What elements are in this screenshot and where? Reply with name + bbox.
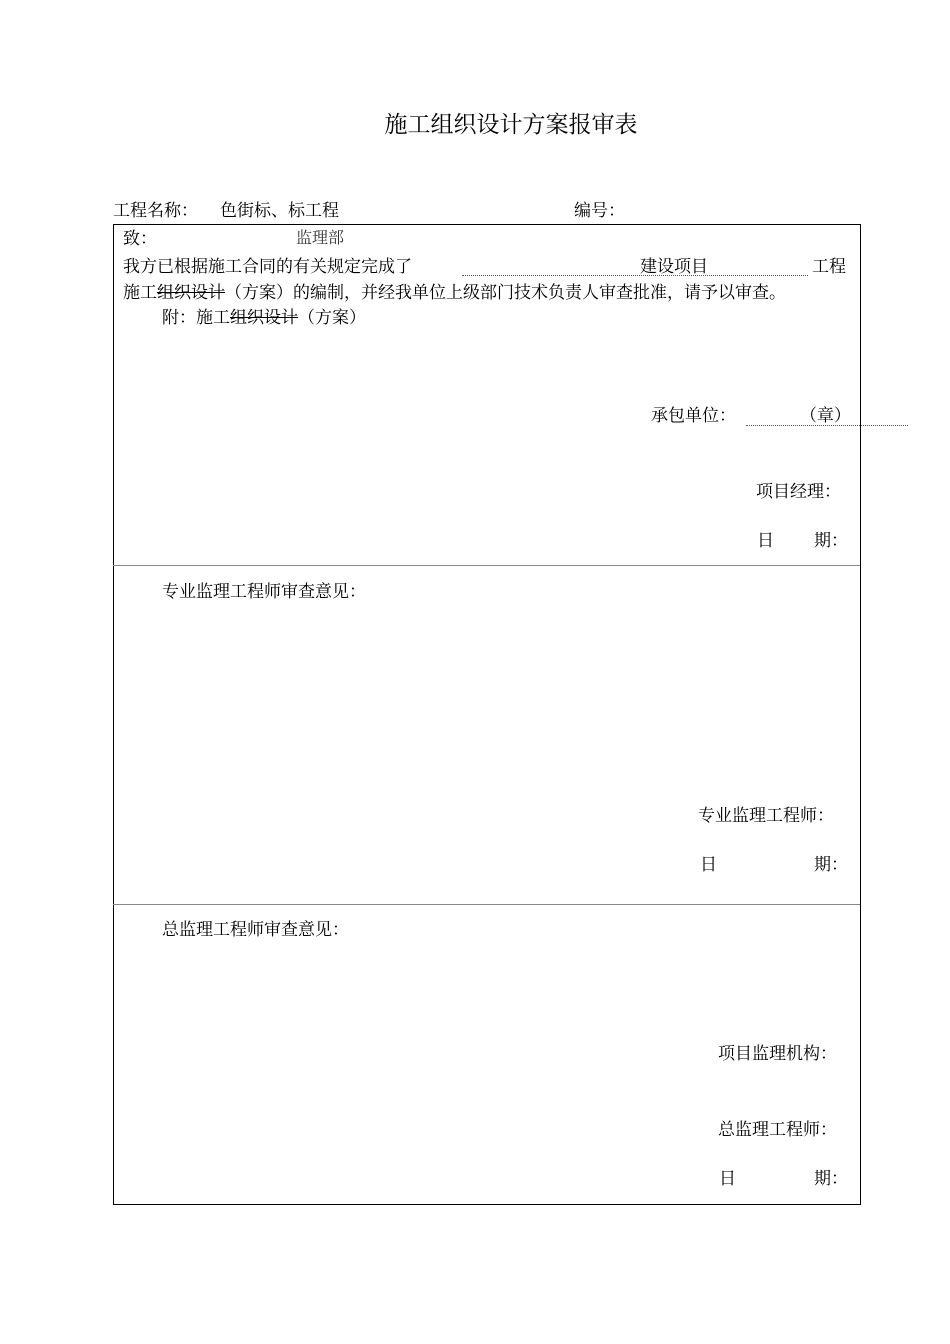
date-label-suffix-2: 期： (814, 855, 848, 875)
page-title: 施工组织设计方案报审表 (384, 112, 638, 138)
date-label-day-1: 日 (757, 531, 774, 551)
specialist-engineer-label: 专业监理工程师： (698, 806, 834, 826)
chief-engineer-label: 总监理工程师： (718, 1120, 837, 1140)
chief-opinion-label: 总监理工程师审查意见： (162, 920, 349, 940)
contractor-label: 承包单位： (651, 406, 736, 426)
seal-mark: （章） (800, 406, 851, 426)
statement-line1-item: 建设项目 (640, 257, 708, 277)
fill-line-project (462, 275, 808, 276)
attachment-strike: 组织设计 (230, 308, 298, 328)
number-label: 编号： (574, 201, 625, 221)
date-label-suffix-1: 期： (814, 531, 848, 551)
to-label: 致： (123, 229, 157, 249)
date-label-day-2: 日 (700, 855, 717, 875)
statement-line2-b: （方案）的编制，并经我单位上级部门技术负责人审查批准，请予以审查。 (225, 283, 786, 303)
attachment-b: （方案） (298, 308, 366, 328)
statement-line2-a: 施工 (123, 283, 157, 303)
date-label-day-3: 日 (719, 1169, 736, 1189)
project-name-value: 色街标、标工程 (220, 201, 339, 221)
attachment-line (162, 310, 366, 327)
to-department: 监理部 (296, 228, 345, 247)
specialist-opinion-label: 专业监理工程师审查意见： (162, 582, 366, 602)
supervision-org-label: 项目监理机构： (718, 1044, 837, 1064)
project-manager-label: 项目经理： (756, 482, 841, 502)
date-label-suffix-3: 期： (814, 1169, 848, 1189)
statement-line1-suffix: 工程 (812, 257, 846, 277)
section-divider-1 (113, 565, 860, 566)
statement-line1-prefix: 我方已根据施工合同的有关规定完成了 (123, 257, 412, 277)
statement-line2-strike: 组织设计 (157, 283, 225, 303)
project-name-label: 工程名称： (113, 201, 198, 221)
statement-line2 (123, 285, 786, 302)
attachment-a: 附：施工 (162, 308, 230, 328)
section-divider-2 (113, 904, 860, 905)
